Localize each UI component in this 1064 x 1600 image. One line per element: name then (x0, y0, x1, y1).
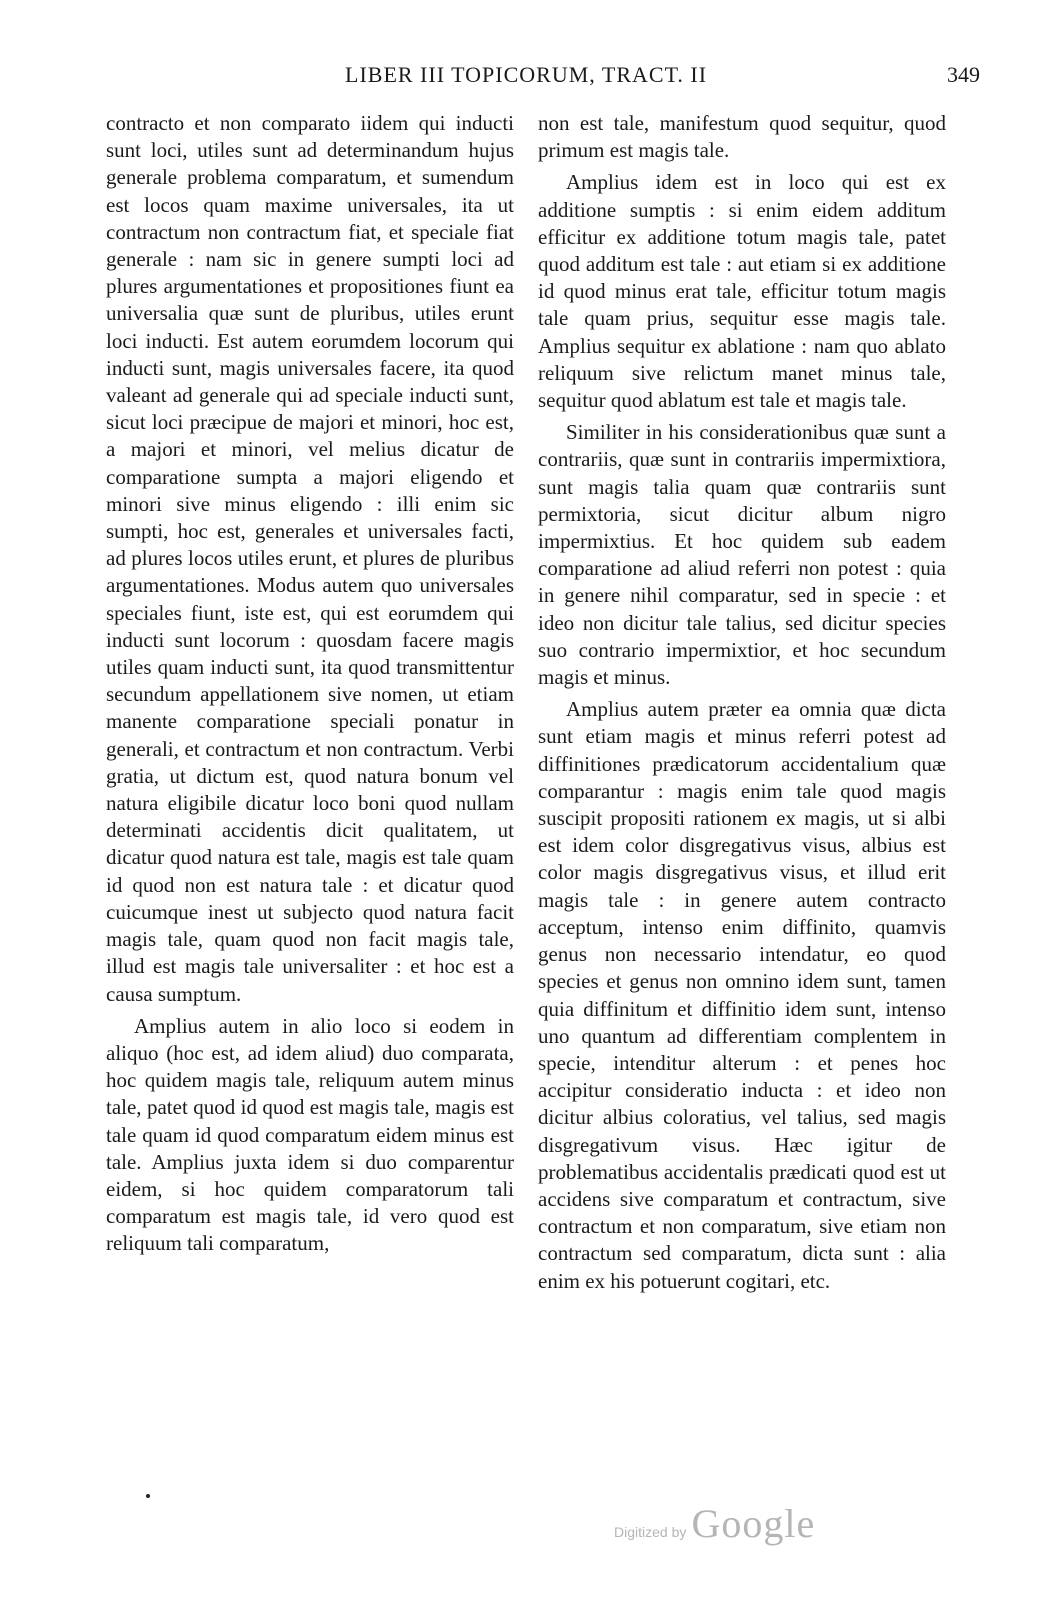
digitized-by-text: Digitized by (614, 1524, 687, 1540)
running-title: LIBER III TOPICORUM, TRACT. II (345, 62, 708, 87)
right-column (538, 110, 946, 1300)
ink-speck (146, 1494, 150, 1498)
digitized-by-google-watermark (614, 1500, 815, 1547)
paragraph: Amplius autem in alio loco si eodem in aliquo (hoc est, ad idem aliud) duo comparata, hoc quidem magis tale, reliquum autem minus tale, patet quod id quod est magis tale, magis est tale quam id quod comparatum eidem minus est tale. Amplius juxta idem si duo comparentur eidem, si hoc quidem comparatorum tali comparatum est magis tale, id vero quod est reliquum tali comparatum, (106, 1013, 514, 1256)
page-header (100, 58, 980, 94)
page-number: 349 (947, 62, 980, 87)
paragraph: non est tale, manifestum quod sequitur, quod primum est magis tale. (538, 111, 946, 163)
google-logo-text: Google (691, 1501, 816, 1546)
paragraph: Amplius autem præter ea omnia quæ dicta sunt etiam magis et minus referri potest ad diffinitiones prædicatorum accidentalium quæ comparantur : magis enim tale quod magis suscipit propositi rationem ex magis, ut si albi est idem color disgregativus visus, albius est color magis disgregativus visus, et illud erit magis tale : in genere autem contracto acceptum, intenso enim diffinito, quamvis genus non necessario intendatur, eo quod species et genus non omnino idem sunt, tamen quia diffinitum et diffinitio idem sunt, intenso uno quantum ad differentiam complentem in specie, intenditur alterum : et penes hoc accipitur consideratio inducta : et ideo non dicitur albius coloratius, vel talius, sed magis disgregativum visus. Hæc igitur de problematibus accidentalis prædicati quod est ut accidens sive comparatum et contractum, sive contractum et non comparatum, sive etiam non contractum sed comparatum, dicta sunt : alia enim ex his potuerunt cogitari, etc. (538, 697, 946, 1293)
paragraph: Similiter in his considerationibus quæ sunt a contrariis, quæ sunt in contrariis impermixtiora, sunt magis talia quam quæ contrariis sunt permixtoria, sicut dicitur album nigro impermixtius. Et hoc quidem sub eadem comparatione ad aliud referri non potest : quia in genere nihil comparatur, sed in specie : et ideo non dicitur tale talius, sed dicitur species suo contrario impermixtior, et hoc secundum magis et minus. (538, 420, 946, 690)
paragraph: Amplius idem est in loco qui est ex additione sumptis : si enim eidem additum efficitur ex additione totum magis tale, patet quod additum est tale : aut etiam si ex additione id quod minus erat tale, efficitur totum magis tale quam prius, sequitur esse magis tale. Amplius sequitur ex ablatione : nam quo ablato reliquum sive relictum manet minus tale, sequitur quod ablatum est tale et magis tale. (538, 170, 946, 413)
paragraph: contracto et non comparato iidem qui inducti sunt loci, utiles sunt ad determinandum hujus generale problema comparatum, et sumendum est locos quam maxime universales, ita ut contractum non contractum fiat, et speciale fiat generale : nam sic in genere sumpti loci ad plures argumentationes et propositiones fiunt ea universalia quæ sunt de pluribus, utiles erunt loci inducti. Est autem eorumdem locorum qui inducti sunt, magis universales facere, ita quod valeant ad generale qui ad speciale inducti sunt, sicut loci præcipue de majori et minori, hoc est, a majori et minori, vel melius dicatur de comparatione sumpta a majori eligendo et minori sive minus eligendo : illi enim sic sumpti, hoc est, generales et universales facti, ad plures locos utiles erunt, et plures de pluribus argumentationes. Modus autem quo universales speciales fiunt, iste est, qui est eorumdem qui inducti sunt locorum : quosdam facere magis utiles quam inducti sunt, ita quod transmittentur secundum appellationem sive nomen, ut etiam manente comparatione speciali ponatur in generali, et contractum et non contractum. Verbi gratia, ut dictum est, quod natura bonum vel natura eligibile dicatur loco boni quod nullam determinati accidentis dicit qualitatem, ut dicatur quod natura est tale, magis est tale quam id quod non est natura tale : et dicatur quod cuicumque inest ut subjecto quod natura facit magis tale, quam quod non facit magis tale, illud est magis tale universaliter : et hoc est a causa sumptum. (106, 111, 514, 1006)
left-column (106, 110, 514, 1263)
